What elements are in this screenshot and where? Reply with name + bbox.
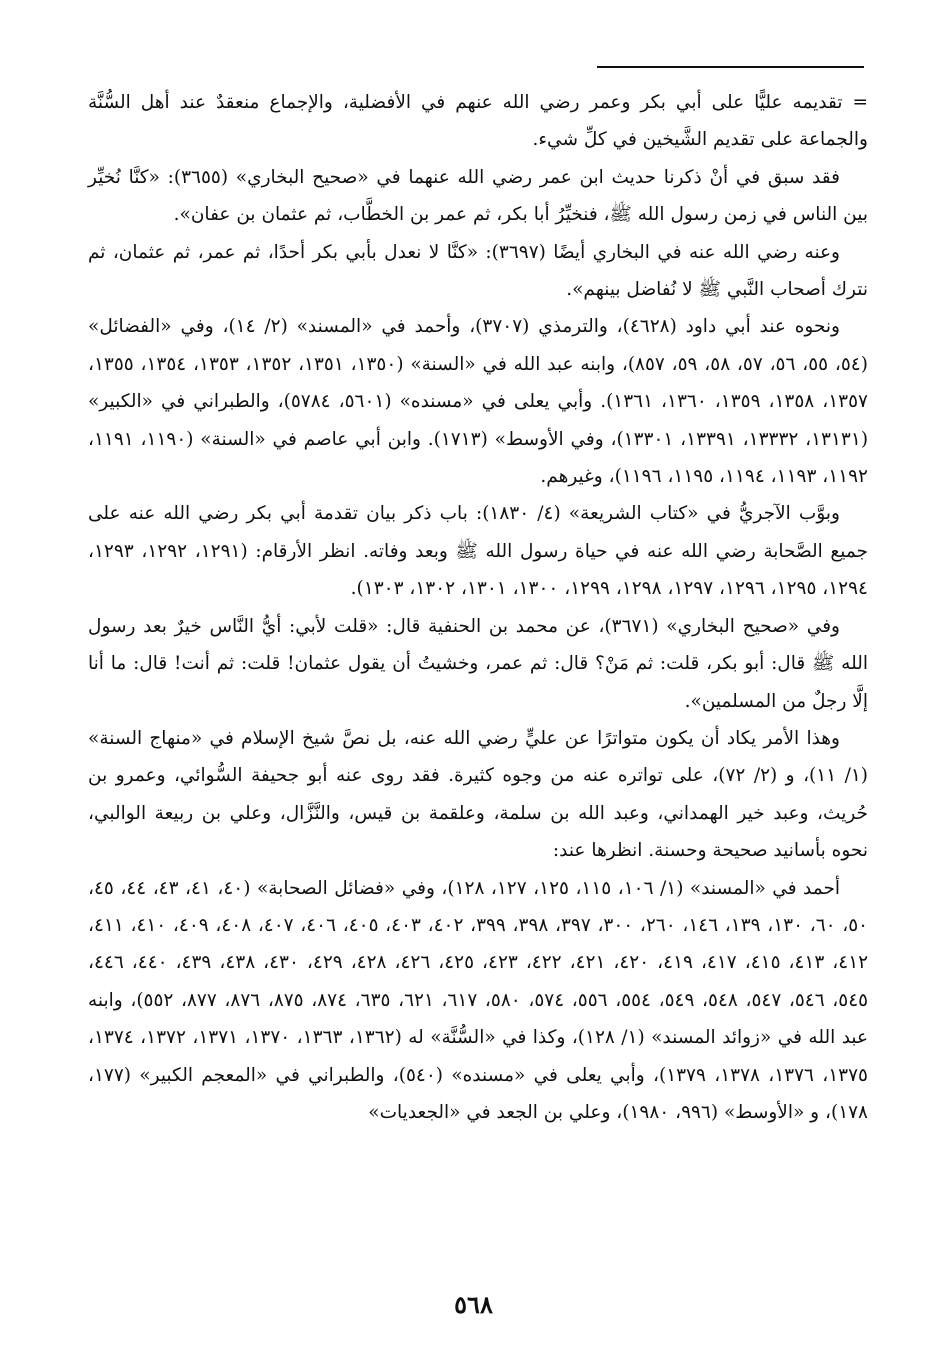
footnote-paragraph: وعنه رضي الله عنه في البخاري أيضًا (٣٦٩٧): «كنَّا لا نعدل بأبي بكر أحدًا، ثم عمر، ثم عثمان، ثم نترك أصحاب النَّبي ﷺ لا نُفاضل بينهم».: [88, 241, 868, 301]
footnote-text-block: [88, 84, 868, 1131]
footnote-paragraph: وفي «صحيح البخاري» (٣٦٧١)، عن محمد بن الحنفية قال: «قلت لأبي: أيُّ النَّاس خيرٌ بعد رسول الله ﷺ قال: أبو بكر، قلت: ثم مَنْ؟ قال: ثم عمر، وخشيتُ أن يقول عثمان! قلت: ثم أنت! قال: ما أنا إلَّا رجلٌ من المسلمين».: [88, 615, 868, 712]
footnote-paragraph: وهذا الأمر يكاد أن يكون متواترًا عن عليٍّ رضي الله عنه، بل نصَّ شيخ الإسلام في «منهاج السنة» (١/ ١١)، و (٢/ ٧٢)، على تواتره عنه من وجوه كثيرة. فقد روى عنه أبو جحيفة السُّوائي، وعمرو بن حُريث، وعبد خير الهمداني، وعبد الله بن سلمة، وعلقمة بن قيس، والنَّزَّال، وعلي بن ربيعة الوالبي، نحوه بأسانيد صحيحة وحسنة. انظرها عند:: [88, 727, 868, 862]
page-number: ٥٦٨: [454, 1290, 493, 1319]
footnote-paragraph: فقد سبق في أنْ ذكرنا حديث ابن عمر رضي الله عنهما في «صحيح البخاري» (٣٦٥٥): «كنَّا نُخيِّر بين الناس في زمن رسول الله ﷺ، فنخيِّرُ أبا بكر، ثم عمر بن الخطَّاب، ثم عثمان بن عفان».: [88, 166, 868, 226]
footnote-paragraph: = تقديمه عليًّا على أبي بكر وعمر رضي الله عنهم في الأفضلية، والإجماع منعقدٌ عند أهل السُّنَّة والجماعة على تقديم الشَّيخين في كلِّ شيء.: [88, 92, 868, 151]
footnote-separator-rule: [597, 66, 864, 68]
footnote-paragraph: أحمد في «المسند» (١/ ١٠٦، ١١٥، ١٢٥، ١٢٧، ١٢٨)، وفي «فضائل الصحابة» (٤٠، ٤١، ٤٣، ٤٤، ٤٥، ٥٠، ٦٠، ١٣٠، ١٣٩، ١٤٦، ٢٦٠، ٣٠٠، ٣٩٧، ٣٩٨، ٣٩٩، ٤٠٢، ٤٠٣، ٤٠٥، ٤٠٦، ٤٠٧، ٤٠٨، ٤٠٩، ٤١٠، ٤١١، ٤١٢، ٤١٣، ٤١٥، ٤١٧، ٤١٩، ٤٢٠، ٤٢١، ٤٢٢، ٤٢٣، ٤٢٥، ٤٢٦، ٤٢٨، ٤٢٩، ٤٣٠، ٤٣٨، ٤٣٩، ٤٤٠، ٤٤٦، ٥٤٥، ٥٤٦، ٥٤٧، ٥٤٨، ٥٤٩، ٥٥٤، ٥٥٦، ٥٧٤، ٥٨٠، ٦١٧، ٦٢١، ٦٣٥، ٨٧٤، ٨٧٥، ٨٧٦، ٨٧٧، ٥٥٢)، وابنه عبد الله في «زوائد المسند» (١/ ١٢٨)، وكذا في «السُّنَّة» له (١٣٦٢، ١٣٦٣، ١٣٧٠، ١٣٧١، ١٣٧٢، ١٣٧٤، ١٣٧٥، ١٣٧٦، ١٣٧٨، ١٣٧٩)، وأبي يعلى في «مسنده» (٥٤٠)، والطبراني في «المعجم الكبير» (١٧٧، ١٧٨)، و «الأوسط» (٩٩٦، ١٩٨٠)، وعلي بن الجعد في «الجعديات»: [88, 877, 869, 1123]
footnote-paragraph: وبوَّب الآجريُّ في «كتاب الشريعة» (٤/ ١٨٣٠): باب ذكر بيان تقدمة أبي بكر رضي الله عنه على جميع الصَّحابة رضي الله عنه في حياة رسول الله ﷺ وبعد وفاته. انظر الأرقام: (١٢٩١، ١٢٩٢، ١٢٩٣، ١٢٩٤، ١٢٩٥، ١٢٩٦، ١٢٩٧، ١٢٩٨، ١٢٩٩، ١٣٠٠، ١٣٠١، ١٣٠٢، ١٣٠٣).: [88, 503, 868, 600]
footnote-paragraph: ونحوه عند أبي داود (٤٦٢٨)، والترمذي (٣٧٠٧)، وأحمد في «المسند» (٢/ ١٤)، وفي «الفضائل» (٥٤، ٥٥، ٥٦، ٥٧، ٥٨، ٥٩، ٨٥٧)، وابنه عبد الله في «السنة» (١٣٥٠، ١٣٥١، ١٣٥٢، ١٣٥٣، ١٣٥٤، ١٣٥٥، ١٣٥٧، ١٣٥٨، ١٣٥٩، ١٣٦٠، ١٣٦١). وأبي يعلى في «مسنده» (٥٦٠١، ٥٧٨٤)، والطبراني في «الكبير» (١٣١٣١، ١٣٣٣٢، ١٣٣٩١، ١٣٣٠١)، وفي الأوسط» (١٧١٣). وابن أبي عاصم في «السنة» (١١٩٠، ١١٩١، ١١٩٢، ١١٩٣، ١١٩٤، ١١٩٥، ١١٩٦)، وغيرهم.: [88, 316, 869, 488]
